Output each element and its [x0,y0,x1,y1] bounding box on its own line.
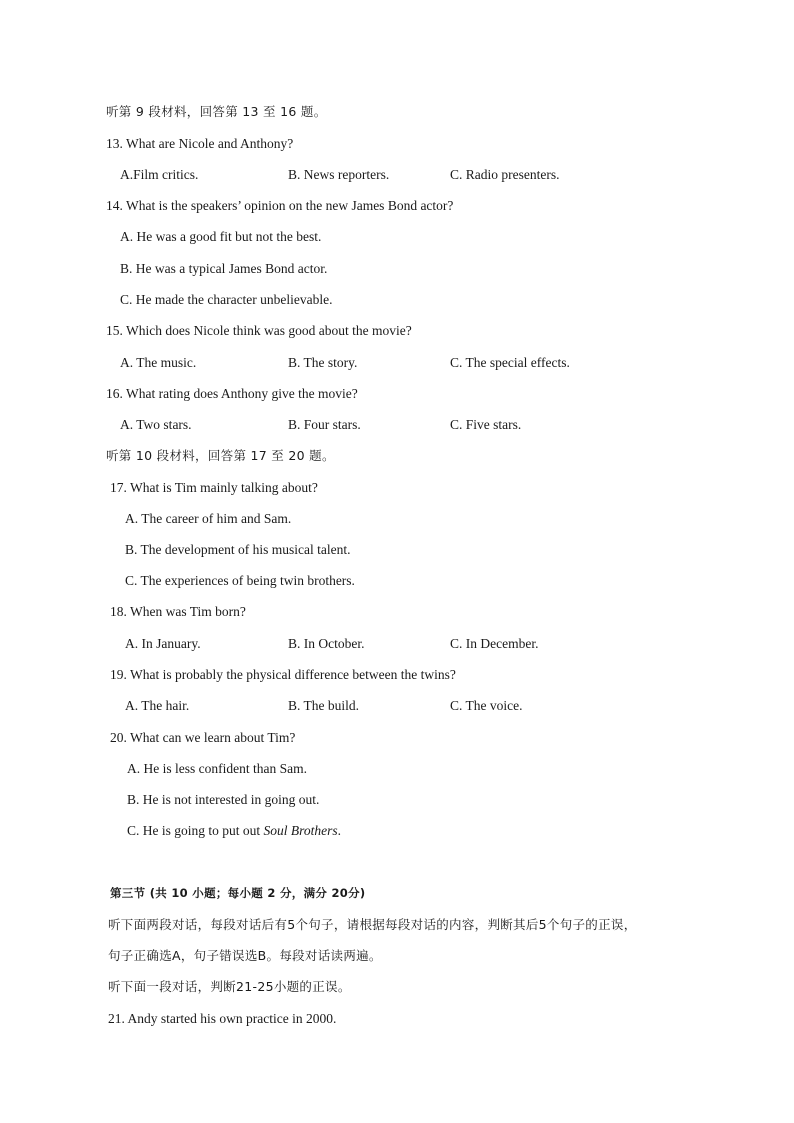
option-a: A. He is less confident than Sam. [127,761,307,776]
section-instruction: 听第 9 段材料，回答第 13 至 16 题。 [106,104,327,119]
option-a: A. The music. [120,355,197,370]
option-b: B. News reporters. [288,167,390,182]
option-b: B. In October. [288,636,365,651]
option-c-text: C. He is going to put out [127,823,264,838]
option-b: B. He is not interested in going out. [127,792,320,807]
option-a: A. He was a good fit but not the best. [120,229,322,244]
question-stem: 19. What is probably the physical difference between the twins? [110,667,456,682]
question-stem: 20. What can we learn about Tim? [110,730,296,745]
question-stem: 13. What are Nicole and Anthony? [106,136,294,151]
question-stem: 14. What is the speakers’ opinion on the new James Bond actor? [106,198,454,213]
option-a: A. The career of him and Sam. [125,511,292,526]
question-stem: 15. Which does Nicole think was good about the movie? [106,323,412,338]
option-b: B. The build. [288,698,360,713]
part-heading: 第三节 (共 10 小题；每小题 2 分，满分 20分) [110,886,366,900]
option-c: C. In December. [450,636,539,651]
album-title: Soul Brothers [263,823,338,838]
option-c: C. The special effects. [450,355,570,370]
question-stem: 21. Andy started his own practice in 2000. [108,1011,337,1026]
part-directions-line-2: 句子正确选A，句子错误选B。每段对话读两遍。 [108,948,382,963]
option-c: C. He made the character unbelievable. [120,292,333,307]
question-stem: 17. What is Tim mainly talking about? [110,480,318,495]
option-b: B. He was a typical James Bond actor. [120,261,328,276]
option-a: A.Film critics. [120,167,199,182]
option-a: A. In January. [125,636,201,651]
option-c-end: . [337,823,342,838]
part-sub-instruction: 听下面一段对话，判断21-25小题的正误。 [108,979,351,994]
question-stem: 18. When was Tim born? [110,604,246,619]
option-c: C. The voice. [450,698,523,713]
part-directions-line-1: 听下面两段对话，每段对话后有5个句子，请根据每段对话的内容，判断其后5个句子的正误， [108,917,637,932]
option-b: B. The development of his musical talent. [125,542,351,557]
option-a: A. Two stars. [120,417,192,432]
section-instruction: 听第 10 段材料，回答第 17 至 20 题。 [106,448,335,463]
option-c: C. Radio presenters. [450,167,560,182]
question-stem: 16. What rating does Anthony give the movie? [106,386,358,401]
option-a: A. The hair. [125,698,190,713]
option-c: C. The experiences of being twin brothers. [125,573,355,588]
option-c: C. Five stars. [450,417,522,432]
option-b: B. The story. [288,355,358,370]
option-c [127,822,341,840]
option-b: B. Four stars. [288,417,361,432]
